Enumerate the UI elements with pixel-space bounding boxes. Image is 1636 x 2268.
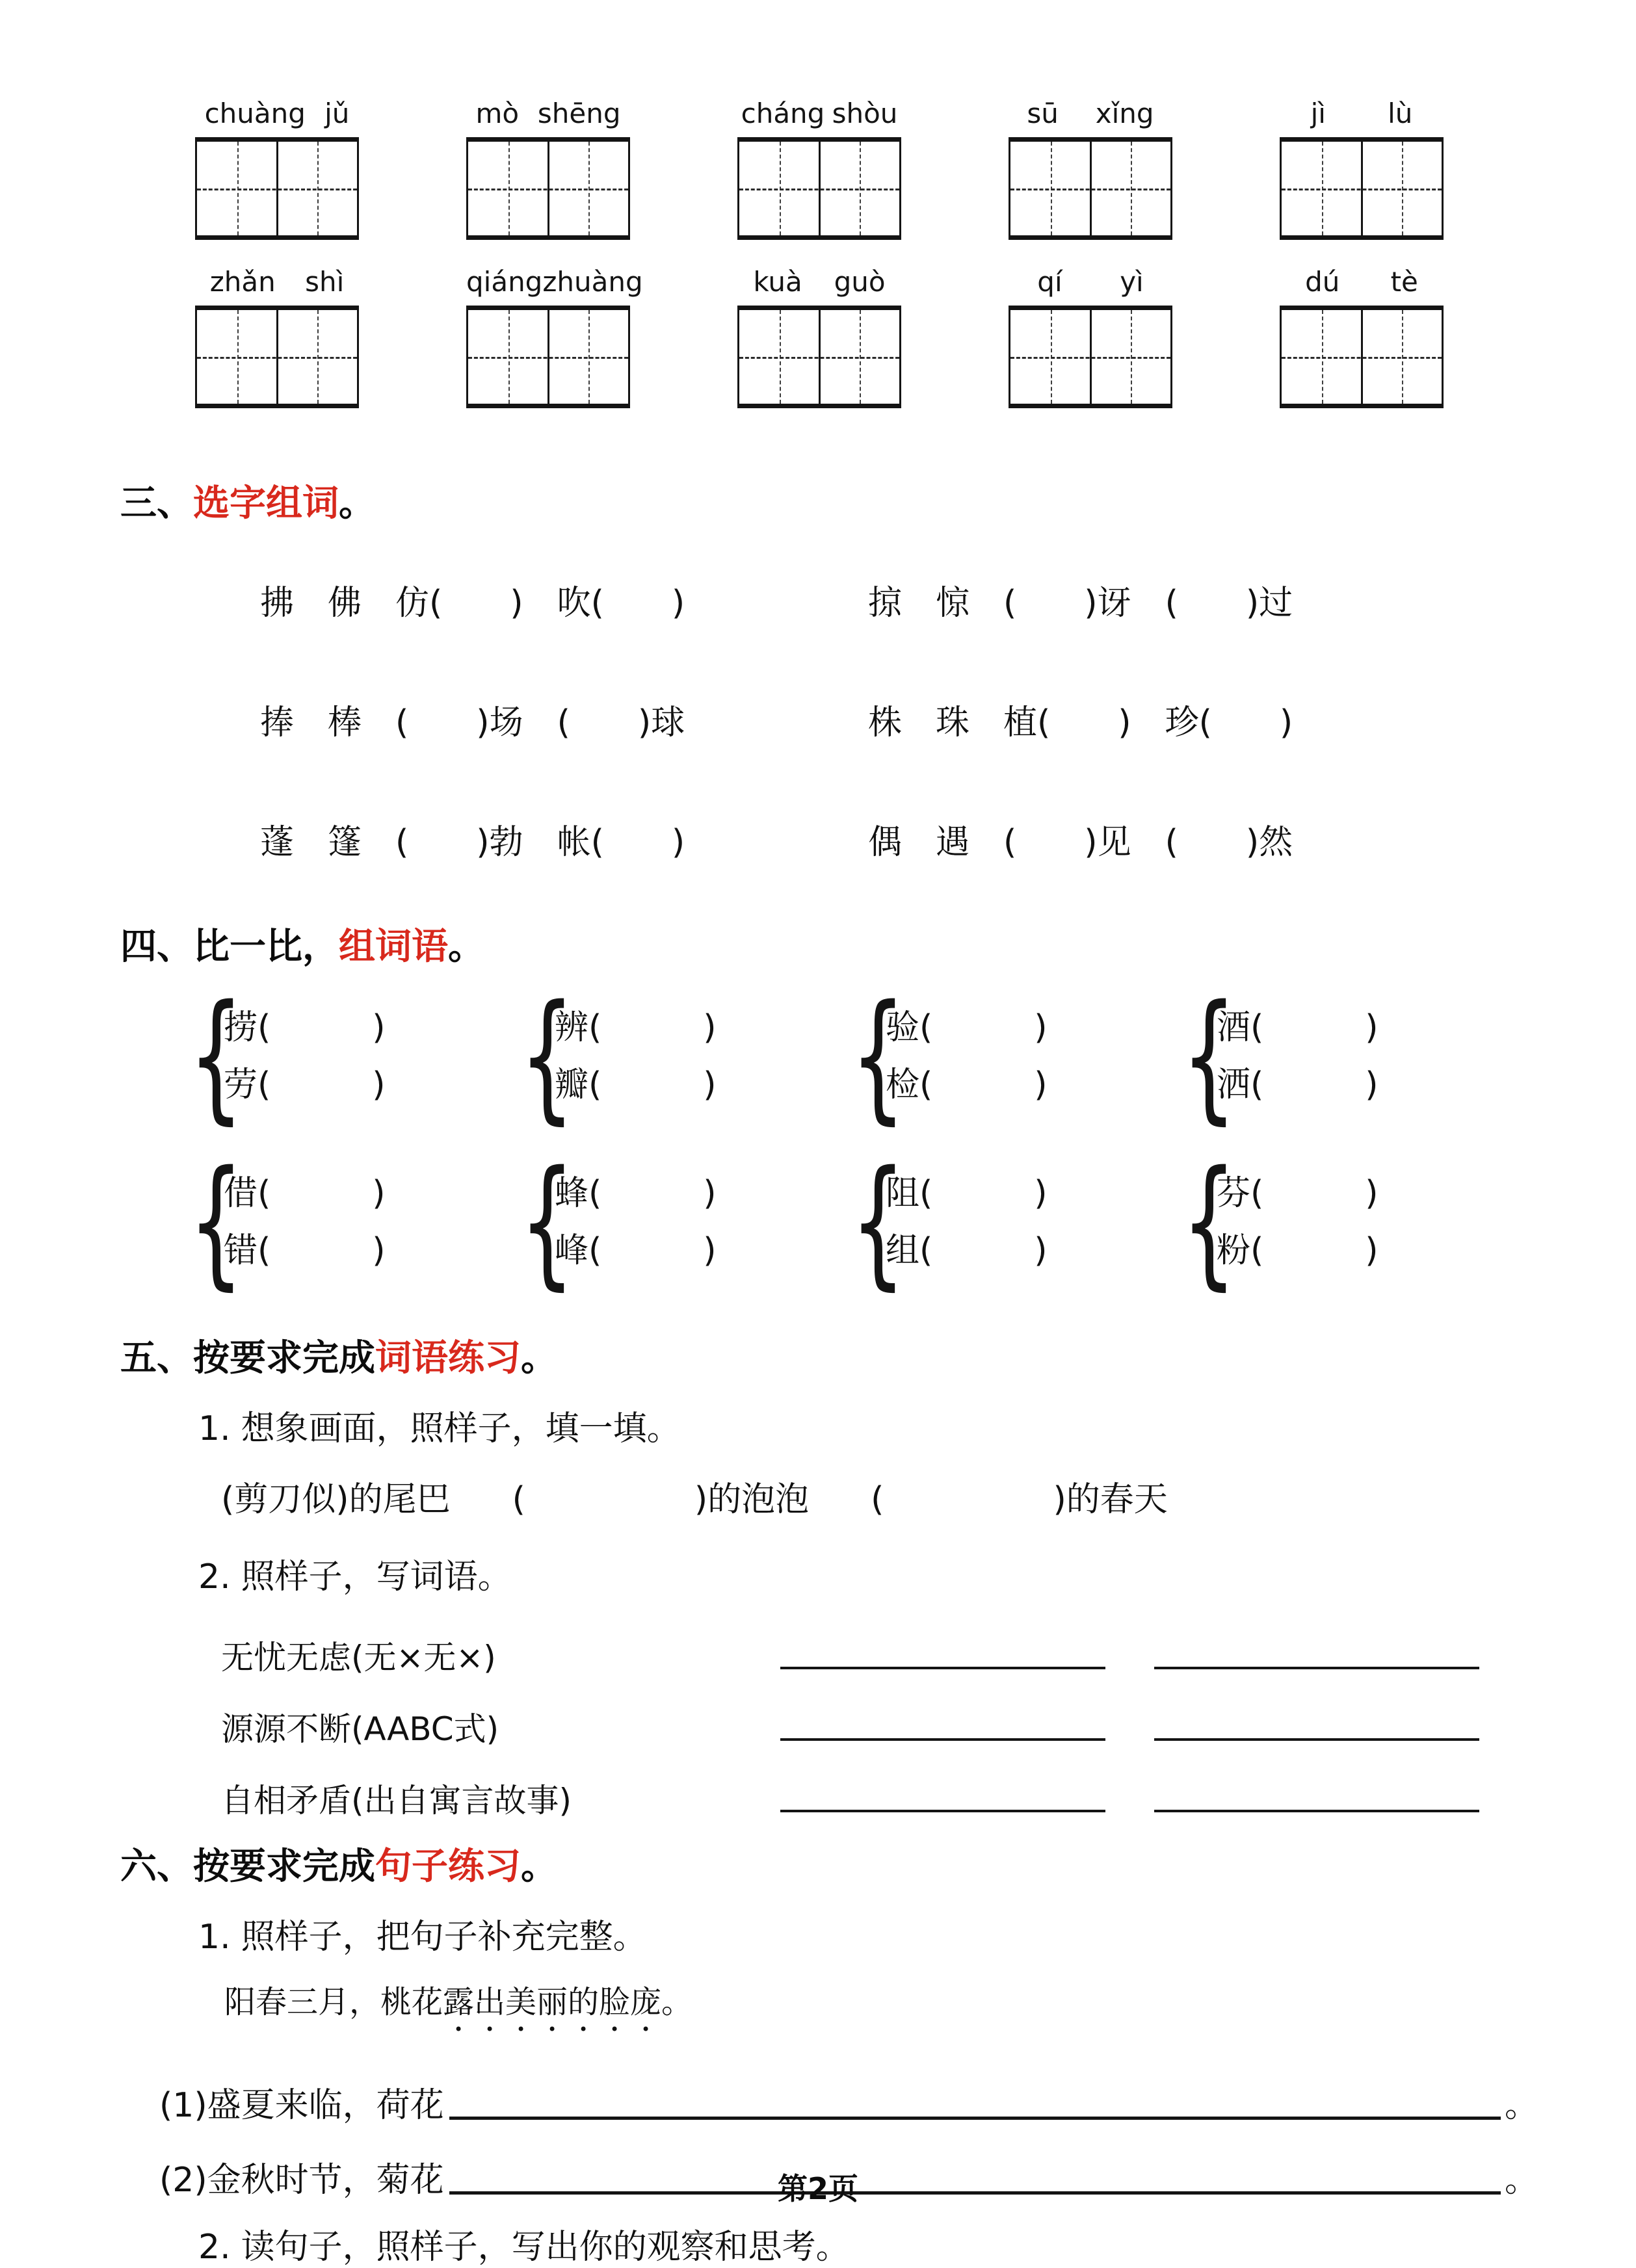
- pinyin-label: [737, 266, 901, 298]
- section6-heading: [120, 1838, 1538, 1890]
- item-line-6-2: [198, 2219, 1538, 2268]
- compare-pair: [1181, 1140, 1512, 1303]
- answer-blank: [780, 1666, 1105, 1669]
- compare-pair-lines: [555, 999, 717, 1114]
- section3-heading: [120, 475, 1538, 527]
- writing-grid-box: [466, 306, 630, 408]
- pinyin-syllable: qí: [1037, 266, 1062, 298]
- example-emphasized: 露出美丽的脸庞: [443, 1984, 662, 2020]
- word-group: [466, 98, 630, 240]
- grid-dashed-line: [1010, 357, 1170, 359]
- compare-pair: [851, 974, 1181, 1138]
- compare-pair-word: 验( ): [886, 1008, 1048, 1047]
- writing-grid-box: [1280, 306, 1444, 408]
- section5-heading: [120, 1329, 1538, 1381]
- sentence-period: 。: [1504, 2086, 1538, 2125]
- pinyin-writing-section: [120, 98, 1538, 408]
- compare-pair-word: 错( ): [224, 1231, 386, 1270]
- item-text: 照样子，写词语。: [241, 1558, 512, 1597]
- pinyin-syllable: zhǎn: [209, 266, 276, 298]
- compare-pair-lines: [224, 1165, 386, 1279]
- word-group: [1280, 98, 1444, 240]
- pinyin-label: [1009, 266, 1172, 298]
- sentence-prefix: (1)盛夏来临，荷花: [159, 2086, 444, 2125]
- writing-grid-box: [737, 306, 901, 408]
- compare-pair-lines: [886, 1165, 1048, 1279]
- word-group: [737, 98, 901, 240]
- compare-pair-word: 辨( ): [555, 1008, 717, 1047]
- pinyin-syllable: mò: [475, 98, 520, 129]
- answer-blank: [780, 1738, 1105, 1741]
- heading-prefix: 四、比一比，: [120, 926, 339, 968]
- choice-group: 拂 佛 仿( ) 吹( ): [260, 584, 685, 623]
- choice-group: 掠 惊 ( )讶 ( )过: [868, 584, 1293, 623]
- pinyin-syllable: shì: [305, 266, 345, 298]
- item-number: 2.: [198, 2228, 231, 2267]
- item-number: 2.: [198, 1558, 231, 1597]
- sentence-prefix: (2)金秋时节，菊花: [159, 2161, 444, 2200]
- compare-pair-word: 酒( ): [1217, 1008, 1379, 1047]
- grid-dashed-line: [468, 189, 628, 190]
- compare-pair-word: 瓣( ): [555, 1065, 717, 1104]
- grid-dashed-line: [739, 189, 899, 190]
- example-sentence: [224, 1977, 1538, 2039]
- compare-pair-word: 组( ): [886, 1231, 1048, 1270]
- word-group: [1009, 266, 1172, 408]
- grid-dashed-line: [1282, 357, 1442, 359]
- word-pattern-row: [221, 1750, 1538, 1821]
- word-pattern-label: 自相矛盾(出自寓言故事): [221, 1782, 572, 1819]
- pinyin-label: [737, 98, 901, 129]
- grid-dashed-line: [739, 357, 899, 359]
- pinyin-syllable: cháng: [741, 98, 825, 129]
- writing-grid-row: [195, 98, 1444, 240]
- heading-period: 。: [521, 1845, 557, 1888]
- grid-dashed-line: [197, 189, 357, 190]
- pinyin-syllable: yì: [1120, 266, 1144, 298]
- grid-dashed-line: [197, 357, 357, 359]
- choice-group: 蓬 篷 ( )勃 帐( ): [260, 823, 685, 862]
- pinyin-syllable: tè: [1390, 266, 1418, 298]
- brace-glyph: {: [520, 974, 575, 1138]
- writing-grid-row: [195, 266, 1444, 408]
- pinyin-syllable: lù: [1388, 98, 1413, 129]
- compare-pair-lines: [224, 999, 386, 1114]
- answer-blank: [1154, 1809, 1479, 1812]
- word-pattern-row: [221, 1678, 1538, 1750]
- item-line-5-2: [198, 1549, 1538, 1598]
- compare-pair-word: 峰( ): [555, 1231, 717, 1270]
- compare-pair-word: 劳( ): [224, 1065, 386, 1104]
- pinyin-syllable: xǐng: [1095, 98, 1154, 129]
- brace-glyph: {: [1181, 974, 1237, 1138]
- heading-prefix: 五、按要求完成: [120, 1337, 375, 1379]
- choice-group: 株 珠 植( ) 珍( ): [868, 703, 1293, 742]
- pinyin-syllable: dú: [1305, 266, 1340, 298]
- writing-grid-box: [195, 137, 359, 240]
- pinyin-label: [466, 98, 630, 129]
- compare-pair: [189, 974, 520, 1138]
- writing-grid-box: [195, 306, 359, 408]
- fill-in-line: [221, 1472, 1538, 1520]
- word-pattern-row: [221, 1607, 1538, 1678]
- pinyin-syllable: jǔ: [324, 98, 350, 129]
- fill-blank: ( )的泡泡: [512, 1480, 810, 1519]
- writing-grid-box: [1009, 137, 1172, 240]
- compare-pair-lines: [886, 999, 1048, 1114]
- word-group: [1280, 266, 1444, 408]
- brace-glyph: {: [189, 1140, 244, 1303]
- sentence-period: 。: [1504, 2161, 1538, 2200]
- compare-pair-lines: [1217, 999, 1379, 1114]
- compare-pair: [520, 1140, 851, 1303]
- compare-pair-word: 检( ): [886, 1065, 1048, 1104]
- item-text: 照样子，把句子补充完整。: [241, 1918, 647, 1957]
- item-line-6-1: [198, 1909, 1538, 1958]
- pinyin-label: [1009, 98, 1172, 129]
- grid-dashed-line: [1282, 189, 1442, 190]
- pinyin-label: [1280, 266, 1444, 298]
- example-prefix: 阳春三月，桃花: [224, 1984, 443, 2020]
- pinyin-syllable: zhuàng: [542, 266, 643, 298]
- choice-row: [260, 575, 1538, 624]
- brace-glyph: {: [520, 1140, 575, 1303]
- pinyin-syllable: shēng: [537, 98, 621, 129]
- pinyin-syllable: shòu: [832, 98, 898, 129]
- pinyin-label: [195, 266, 359, 298]
- item-line-5-1: [198, 1401, 1538, 1450]
- writing-grid-box: [1280, 137, 1444, 240]
- writing-grid-box: [466, 137, 630, 240]
- page-number-label: 第2页: [777, 2171, 858, 2206]
- compare-pair-lines: [1217, 1165, 1379, 1279]
- pinyin-syllable: sū: [1027, 98, 1059, 129]
- pinyin-label: [195, 98, 359, 129]
- word-group: [737, 266, 901, 408]
- pinyin-label: [1280, 98, 1444, 129]
- compare-pair-word: 捞( ): [224, 1008, 386, 1047]
- heading-highlight: 句子练习: [375, 1845, 521, 1888]
- example-period: 。: [661, 1984, 693, 2020]
- writing-grid-box: [737, 137, 901, 240]
- fill-example: (剪刀似)的尾巴: [221, 1480, 451, 1519]
- brace-glyph: {: [851, 974, 906, 1138]
- compare-pair-word: 芬( ): [1217, 1173, 1379, 1213]
- pinyin-syllable: chuàng: [204, 98, 306, 129]
- heading-prefix: 六、按要求完成: [120, 1845, 375, 1888]
- compare-pairs-section: [189, 974, 1512, 1303]
- choice-row: [260, 815, 1538, 863]
- pinyin-syllable: kuà: [753, 266, 802, 298]
- word-pattern-label: 源源不断(AABC式): [221, 1710, 499, 1748]
- word-group: [466, 266, 643, 408]
- heading-highlight: 组词语: [339, 926, 448, 968]
- compare-pair: [1181, 974, 1512, 1138]
- word-pattern-label: 无忧无虑(无×无×): [221, 1639, 496, 1676]
- compare-pair-lines: [555, 1165, 717, 1279]
- choice-row: [260, 695, 1538, 744]
- pinyin-syllable: guò: [834, 266, 886, 298]
- heading-highlight: 词语练习: [375, 1337, 521, 1379]
- heading-period: 。: [339, 482, 375, 525]
- compare-pair: [851, 1140, 1181, 1303]
- brace-glyph: {: [1181, 1140, 1237, 1303]
- answer-line: [449, 2116, 1501, 2120]
- compare-pair-word: 阻( ): [886, 1173, 1048, 1213]
- brace-glyph: {: [851, 1140, 906, 1303]
- item-number: 1.: [198, 1918, 231, 1957]
- answer-blank: [780, 1809, 1105, 1812]
- compare-pair: [520, 974, 851, 1138]
- answer-blank: [1154, 1738, 1479, 1741]
- brace-glyph: {: [189, 974, 244, 1138]
- answer-blank: [1154, 1666, 1479, 1669]
- word-group: [195, 266, 359, 408]
- heading-prefix: 三、: [120, 482, 193, 525]
- choose-character-section: [260, 575, 1538, 863]
- item-text: 读句子，照样子，写出你的观察和思考。: [241, 2228, 850, 2267]
- pinyin-label: [466, 266, 643, 298]
- grid-dashed-line: [468, 357, 628, 359]
- grid-dashed-line: [1010, 189, 1170, 190]
- fill-blank: ( )的春天: [871, 1480, 1168, 1519]
- word-pattern-rows: [221, 1607, 1538, 1821]
- sentence-blank-1: [159, 2078, 1538, 2126]
- word-group: [1009, 98, 1172, 240]
- compare-pair: [189, 1140, 520, 1303]
- compare-pair-word: 粉( ): [1217, 1231, 1379, 1270]
- compare-pair-word: 洒( ): [1217, 1065, 1379, 1104]
- page-number: [0, 2165, 1636, 2208]
- compare-pair-word: 蜂( ): [555, 1173, 717, 1213]
- section4-heading: [120, 918, 1538, 970]
- choice-group: 捧 棒 ( )场 ( )球: [260, 703, 685, 742]
- compare-pair-word: 借( ): [224, 1173, 386, 1213]
- choice-group: 偶 遇 ( )见 ( )然: [868, 823, 1293, 862]
- word-group: [195, 98, 359, 240]
- item-text: 想象画面，照样子，填一填。: [241, 1409, 681, 1448]
- item-number: 1.: [198, 1409, 231, 1448]
- heading-highlight: 选字组词: [193, 482, 339, 525]
- heading-period: 。: [448, 926, 484, 968]
- writing-grid-box: [1009, 306, 1172, 408]
- pinyin-syllable: qiáng: [466, 266, 543, 298]
- pinyin-syllable: jì: [1310, 98, 1326, 129]
- heading-period: 。: [521, 1337, 557, 1379]
